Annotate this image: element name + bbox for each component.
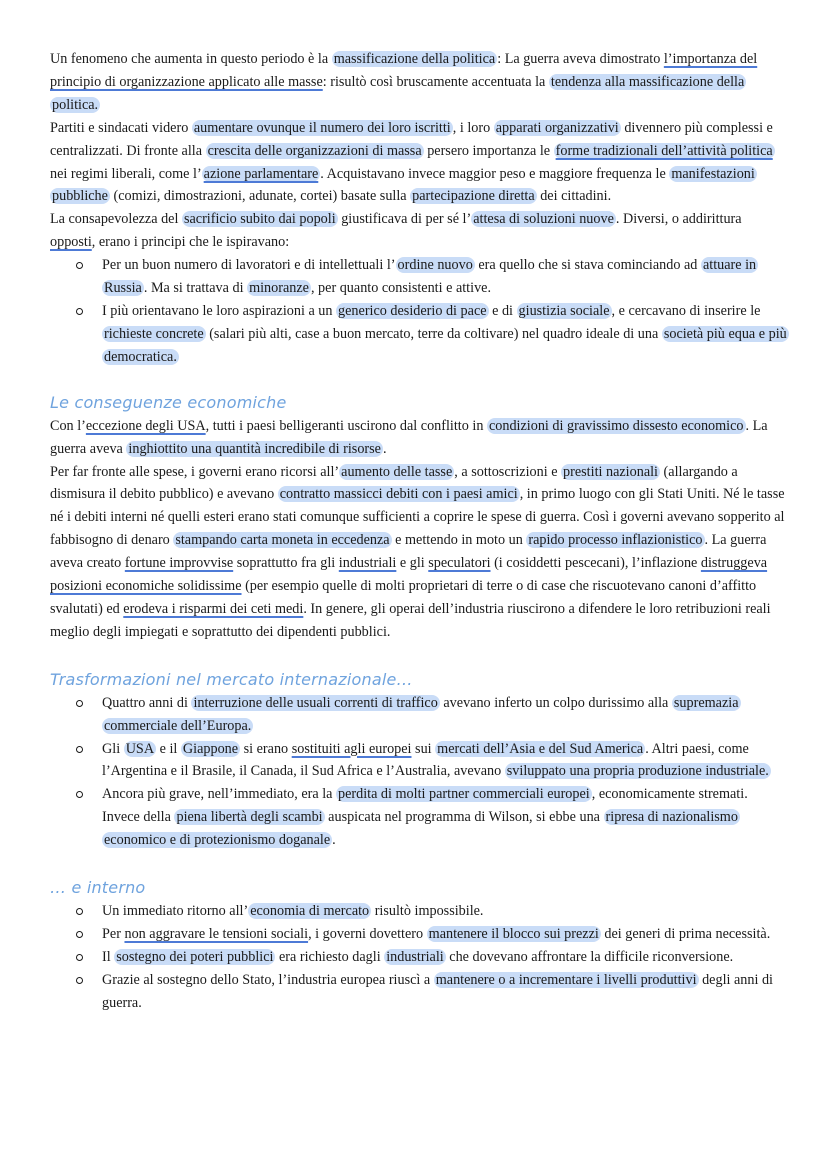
- underlined-text: distruggeva posizioni economiche solidissime: [50, 555, 768, 595]
- text-run: Il: [102, 948, 115, 965]
- highlighted-text: giustizia sociale: [518, 302, 610, 319]
- text-run: e mettendo in moto un: [391, 532, 527, 549]
- highlighted-text: USA: [125, 740, 155, 757]
- list-item: [102, 900, 788, 923]
- list-item: [102, 946, 788, 969]
- text-run: era richiesto dagli: [275, 948, 385, 965]
- underlined-text: l’importanza del principio di organizzazione applicato alle masse: [50, 51, 758, 90]
- highlighted-text: industriali: [386, 948, 444, 965]
- text-run: (per esempio quelle di molti proprietari di terre o di case che riscuotevano canoni d’affitto svalutati) ed: [50, 578, 757, 617]
- section-heading: Trasformazioni nel mercato internazionale…: [50, 669, 413, 689]
- text-run: degli anni di guerra.: [102, 971, 774, 1011]
- highlighted-text: piena libertà degli scambi: [176, 809, 323, 826]
- section-economic: [50, 391, 788, 644]
- highlighted-text: ripresa di nazionalismo economico e di protezionismo doganale: [104, 809, 738, 849]
- highlighted-text: sviluppato una propria produzione industriale.: [506, 763, 769, 780]
- text-run: . La guerra aveva creato: [50, 532, 767, 572]
- highlighted-text: sostegno dei poteri pubblici: [116, 948, 274, 965]
- highlighted-text: tendenza alla massificazione della politica.: [52, 73, 745, 113]
- highlighted-text: economia di mercato: [250, 903, 370, 920]
- bullet-list: [50, 692, 788, 852]
- text-run: .: [382, 440, 387, 457]
- text-run: si erano: [240, 740, 292, 757]
- underlined-text: opposti: [50, 234, 92, 251]
- section-international-market: [50, 668, 788, 852]
- text-run: Ancora più grave, nell’immediato, era la: [102, 786, 336, 803]
- highlighted-text: apparati organizzativi: [495, 119, 619, 136]
- text-run: . Ma si trattava di: [143, 280, 248, 297]
- text-run: soprattutto fra gli: [233, 555, 339, 572]
- section-heading: … e interno: [50, 878, 146, 898]
- text-run: . La guerra aveva: [50, 417, 768, 457]
- list-item: [102, 692, 788, 738]
- underlined-text: eccezione degli USA: [85, 417, 206, 434]
- text-run: Per: [102, 926, 125, 942]
- highlighted-text: stampando carta moneta in eccedenza: [175, 532, 390, 549]
- highlighted-text: contratto massicci debiti con i paesi amici: [279, 486, 518, 503]
- text-run: , i loro: [452, 119, 494, 136]
- text-run: (comizi, dimostrazioni, adunate, cortei) basate sulla: [109, 188, 411, 205]
- list-item: [102, 783, 788, 852]
- section-heading: Le conseguenze economiche: [50, 392, 287, 412]
- underlined-text: erodeva i risparmi dei ceti medi: [123, 600, 304, 617]
- highlighted-text: manifestazioni pubbliche: [52, 165, 755, 205]
- highlighted-text: generico desiderio di pace: [338, 302, 487, 319]
- list-item: [102, 300, 788, 369]
- text-run: dei cittadini.: [536, 188, 612, 205]
- section-internal-market: [50, 876, 788, 1015]
- text-run: : risultò così bruscamente accentuata la: [322, 73, 549, 90]
- text-run: . Diversi, o addirittura: [615, 211, 742, 228]
- text-run: Un fenomeno che aumenta in questo periodo è la: [50, 51, 332, 67]
- text-run: .: [332, 832, 336, 849]
- text-run: I più orientavano le loro aspirazioni a un: [102, 302, 337, 319]
- text-run: , in primo luogo con gli Stati Uniti. Né le tasse né i debiti interni né quelli esteri erano stati comunque sufficienti a coprire le spese di guerra. Così i governi avevano sopperito al fabbisogno di denaro: [50, 486, 785, 549]
- bullet-list: [50, 254, 788, 369]
- text-run: . Altri paesi, come l’Argentina e il Brasile, il Canada, il Sud Africa e l’Australia, avevano: [102, 740, 749, 780]
- text-run: Per un buon numero di lavoratori e di intellettuali l’: [102, 257, 396, 274]
- text-run: sui: [411, 740, 436, 757]
- paragraph: [50, 461, 788, 644]
- text-run: (allargando a dismisura il debito pubblico) e avevano: [50, 463, 738, 503]
- highlighted-text: massificazione della politica: [333, 51, 496, 67]
- text-run: , i governi dovettero: [308, 926, 427, 942]
- underlined-text: speculatori: [428, 555, 491, 572]
- text-run: , tutti i paesi belligeranti uscirono dal conflitto in: [205, 417, 487, 434]
- section-intro: [50, 48, 788, 369]
- highlighted-text: perdita di molti partner commerciali europei: [338, 786, 590, 803]
- text-run: avevano inferto un colpo durissimo alla: [439, 694, 672, 711]
- highlighted-text: rapido processo inflazionistico: [528, 532, 703, 549]
- text-run: nei regimi liberali, come l’: [50, 165, 202, 182]
- text-run: Partiti e sindacati videro: [50, 119, 192, 136]
- text-run: Per far fronte alle spese, i governi erano ricorsi all’: [50, 463, 340, 480]
- underlined-text: sostituiti agli europei: [291, 740, 412, 757]
- text-run: , e cercavano di inserire le: [611, 302, 761, 319]
- text-run: , economicamente stremati. Invece della: [102, 786, 748, 826]
- text-run: persero importanza le: [423, 142, 554, 159]
- text-run: dei generi di prima necessità.: [600, 926, 771, 942]
- underlined-text: industriali: [338, 555, 397, 572]
- text-run: Gli: [102, 740, 124, 757]
- text-run: (salari più alti, case a buon mercato, terre da coltivare) nel quadro ideale di una: [205, 325, 662, 342]
- text-run: giustificava di per sé l’: [337, 211, 472, 228]
- list-item: [102, 254, 788, 300]
- highlighted-text: prestiti nazionali: [563, 463, 658, 480]
- highlighted-text: forme tradizionali dell’attività politica: [555, 142, 773, 159]
- text-run: La consapevolezza del: [50, 211, 182, 228]
- bullet-list: [50, 900, 788, 1015]
- text-run: Grazie al sostegno dello Stato, l’industria europea riuscì a: [102, 971, 434, 988]
- text-run: , a sottoscrizioni e: [454, 463, 562, 480]
- text-run: Un immediato ritorno all’: [102, 903, 249, 920]
- text-run: che dovevano affrontare la difficile riconversione.: [445, 948, 734, 965]
- highlighted-text: aumento delle tasse: [341, 463, 453, 480]
- text-run: Con l’: [50, 417, 86, 434]
- text-run: . Acquistavano invece maggior peso e maggiore frequenza le: [320, 165, 670, 182]
- highlighted-text: Giappone: [182, 740, 239, 757]
- highlighted-text: crescita delle organizzazioni di massa: [207, 142, 422, 159]
- paragraph: [50, 415, 788, 461]
- highlighted-text: mercati dell’Asia e del Sud America: [437, 740, 644, 757]
- highlighted-text: mantenere o a incrementare i livelli produttivi: [435, 971, 697, 988]
- highlighted-text: inghiottito una quantità incredibile di risorse: [128, 440, 381, 457]
- highlighted-text: condizioni di gravissimo dissesto economico: [488, 417, 744, 434]
- highlighted-text: richieste concrete: [104, 325, 204, 342]
- highlighted-text: azione parlamentare: [203, 165, 319, 182]
- underlined-text: non aggravare le tensioni sociali: [124, 926, 309, 942]
- text-run: risultò impossibile.: [371, 903, 484, 920]
- highlighted-text: società più equa e più democratica.: [104, 325, 787, 365]
- text-run: . In genere, gli operai dell’industria riuscirono a difendere le loro retribuzioni reali meglio degli impiegati e soprattutto dei dipendenti pubblici.: [50, 600, 771, 640]
- highlighted-text: minoranze: [249, 280, 309, 297]
- highlighted-text: interruzione delle usuali correnti di traffico: [193, 694, 438, 711]
- text-run: e di: [488, 302, 517, 319]
- paragraph: [50, 117, 788, 209]
- highlighted-text: aumentare ovunque il numero dei loro iscritti: [193, 119, 451, 136]
- highlighted-text: supremazia commerciale dell’Europa.: [104, 694, 739, 734]
- text-run: (i cosiddetti pescecani), l’inflazione: [490, 555, 701, 572]
- highlighted-text: partecipazione diretta: [412, 188, 535, 205]
- list-item: [102, 738, 788, 784]
- list-item: [102, 969, 788, 1015]
- text-run: , erano i principi che le ispiravano:: [91, 234, 290, 251]
- text-run: auspicata nel programma di Wilson, si ebbe una: [324, 809, 604, 826]
- text-run: Quattro anni di: [102, 694, 192, 711]
- paragraph: [50, 48, 788, 117]
- list-item: [102, 923, 788, 946]
- text-run: e gli: [396, 555, 429, 572]
- underlined-text: fortune improvvise: [124, 555, 234, 572]
- text-run: : La guerra aveva dimostrato: [497, 51, 664, 67]
- text-run: era quello che si stava cominciando ad: [474, 257, 701, 274]
- highlighted-text: attuare in Russia: [104, 257, 757, 297]
- text-run: e il: [156, 740, 181, 757]
- text-run: divennero più complessi e centralizzati. Di fronte alla: [50, 119, 773, 159]
- text-run: , per quanto consistenti e attive.: [310, 280, 492, 297]
- highlighted-text: attesa di soluzioni nuove: [473, 211, 614, 228]
- paragraph: [50, 208, 788, 254]
- highlighted-text: ordine nuovo: [397, 257, 473, 274]
- highlighted-text: sacrificio subito dai popoli: [183, 211, 336, 228]
- highlighted-text: mantenere il blocco sui prezzi: [428, 926, 599, 942]
